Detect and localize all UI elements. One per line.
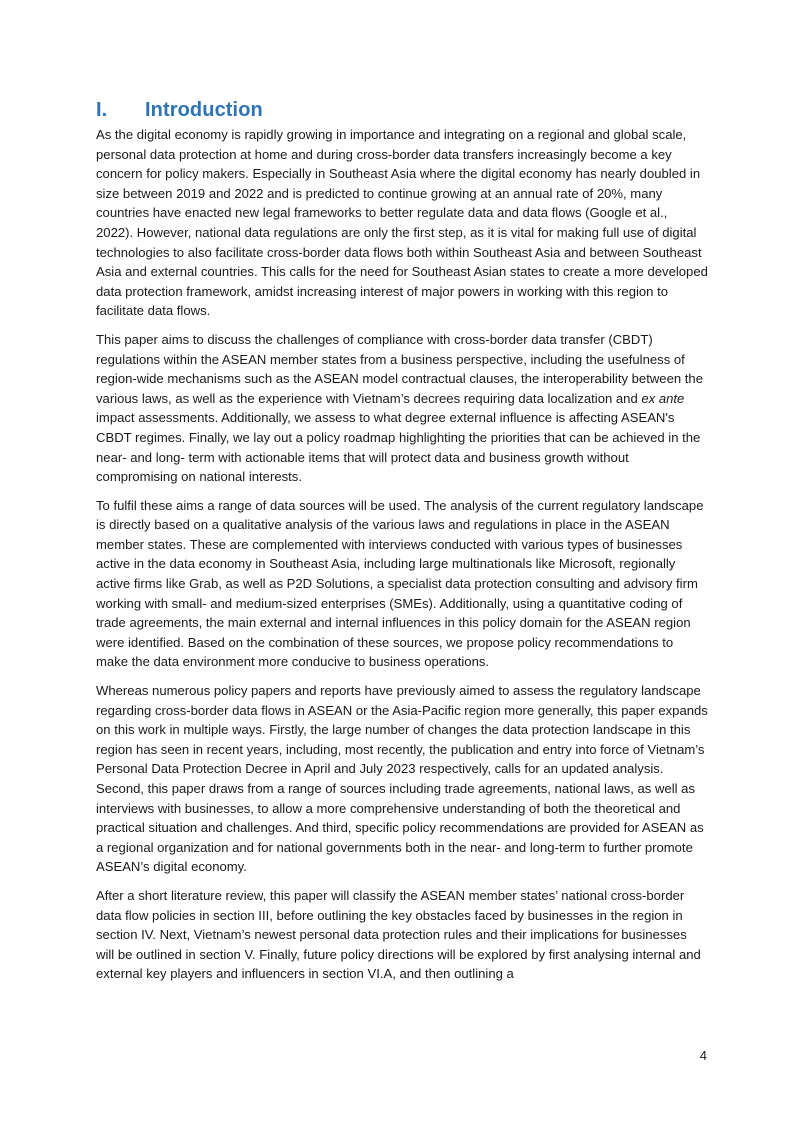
section-number: I. bbox=[96, 99, 108, 121]
document-page bbox=[96, 96, 708, 993]
paragraph-2-italic-term: ex ante bbox=[641, 390, 685, 406]
paragraph-2 bbox=[96, 330, 708, 487]
paragraph-2-text-after: impact assessments. Additionally, we assess to what degree external influence is affecting ASEAN's CBDT regimes. Finally, we lay out a policy roadmap highlighting the priorities that can be achieved in the near- and long- term with actionable items that will protect data and business growth without compromising on national interests. bbox=[96, 410, 701, 485]
section-heading bbox=[96, 96, 708, 124]
paragraph-3: To fulfil these aims a range of data sources will be used. The analysis of the current regulatory landscape is directly based on a qualitative analysis of the various laws and regulations in place in the ASEAN member states. These are complemented with interviews conducted with various types of businesses active in the data economy in Southeast Asia, including large multinationals like Microsoft, regionally active firms like Grab, as well as P2D Solutions, a specialist data protection consulting and advisory firm working with small- and medium-sized enterprises (SMEs). Additionally, using a quantitative coding of trade agreements, the main external and internal influences in this policy domain for the ASEAN region were identified. Based on the combination of these sources, we propose policy recommendations to make the data environment more conducive to business operations. bbox=[96, 497, 704, 670]
paragraph-4: Whereas numerous policy papers and reports have previously aimed to assess the regulatory landscape regarding cross-border data flows in ASEAN or the Asia-Pacific region more generally, this paper expands on this work in multiple ways. Firstly, the large number of changes the data protection landscape in this region has seen in recent years, including, most recently, the publication and entry into force of Vietnam’s Personal Data Protection Decree in April and July 2023 respectively, calls for an updated analysis. Second, this paper draws from a range of sources including trade agreements, national laws, as well as interviews with businesses, to allow a more comprehensive understanding of both the theoretical and practical situation and challenges. And third, specific policy recommendations are provided for ASEAN as a regional organization and for national governments both in the near- and long-term to further promote ASEAN’s digital economy. bbox=[96, 683, 708, 875]
paragraph-1: As the digital economy is rapidly growing in importance and integrating on a regional and global scale, personal data protection at home and during cross-border data transfers increasingly become a key concern for policy makers. Especially in Southeast Asia where the digital economy has nearly doubled in size between 2019 and 2022 and is predicted to continue growing at an annual rate of 20%, many countries have enacted new legal frameworks to better regulate data and data flows (Google et al., 2022). However, national data regulations are only the first step, as it is vital for making full use of digital technologies to also facilitate cross-border data flows both within Southeast Asia and between Southeast Asia and external countries. This calls for the need for Southeast Asian states to create a more developed data protection framework, amidst increasing interest of major powers in working with this region to facilitate data flows. bbox=[96, 127, 708, 319]
page-number: 4 bbox=[699, 1048, 707, 1063]
paragraph-5: After a short literature review, this paper will classify the ASEAN member states’ national cross-border data flow policies in section III, before outlining the key obstacles faced by businesses in the region in section IV. Next, Vietnam’s newest personal data protection rules and their implications for businesses will be outlined in section V. Finally, future policy directions will be explored by first analysing internal and external key players and influencers in section VI.A, and then outlining a bbox=[96, 887, 701, 982]
section-title: Introduction bbox=[145, 99, 263, 121]
paragraph-2-text-before: This paper aims to discuss the challenges of compliance with cross-border data transfer (CBDT) regulations within the ASEAN member states from a business perspective, including the usefulness of region-wide mechanisms such as the ASEAN model contractual clauses, the interoperability between the various laws, as well as the experience with Vietnam’s decrees requiring data localization and bbox=[96, 331, 703, 406]
